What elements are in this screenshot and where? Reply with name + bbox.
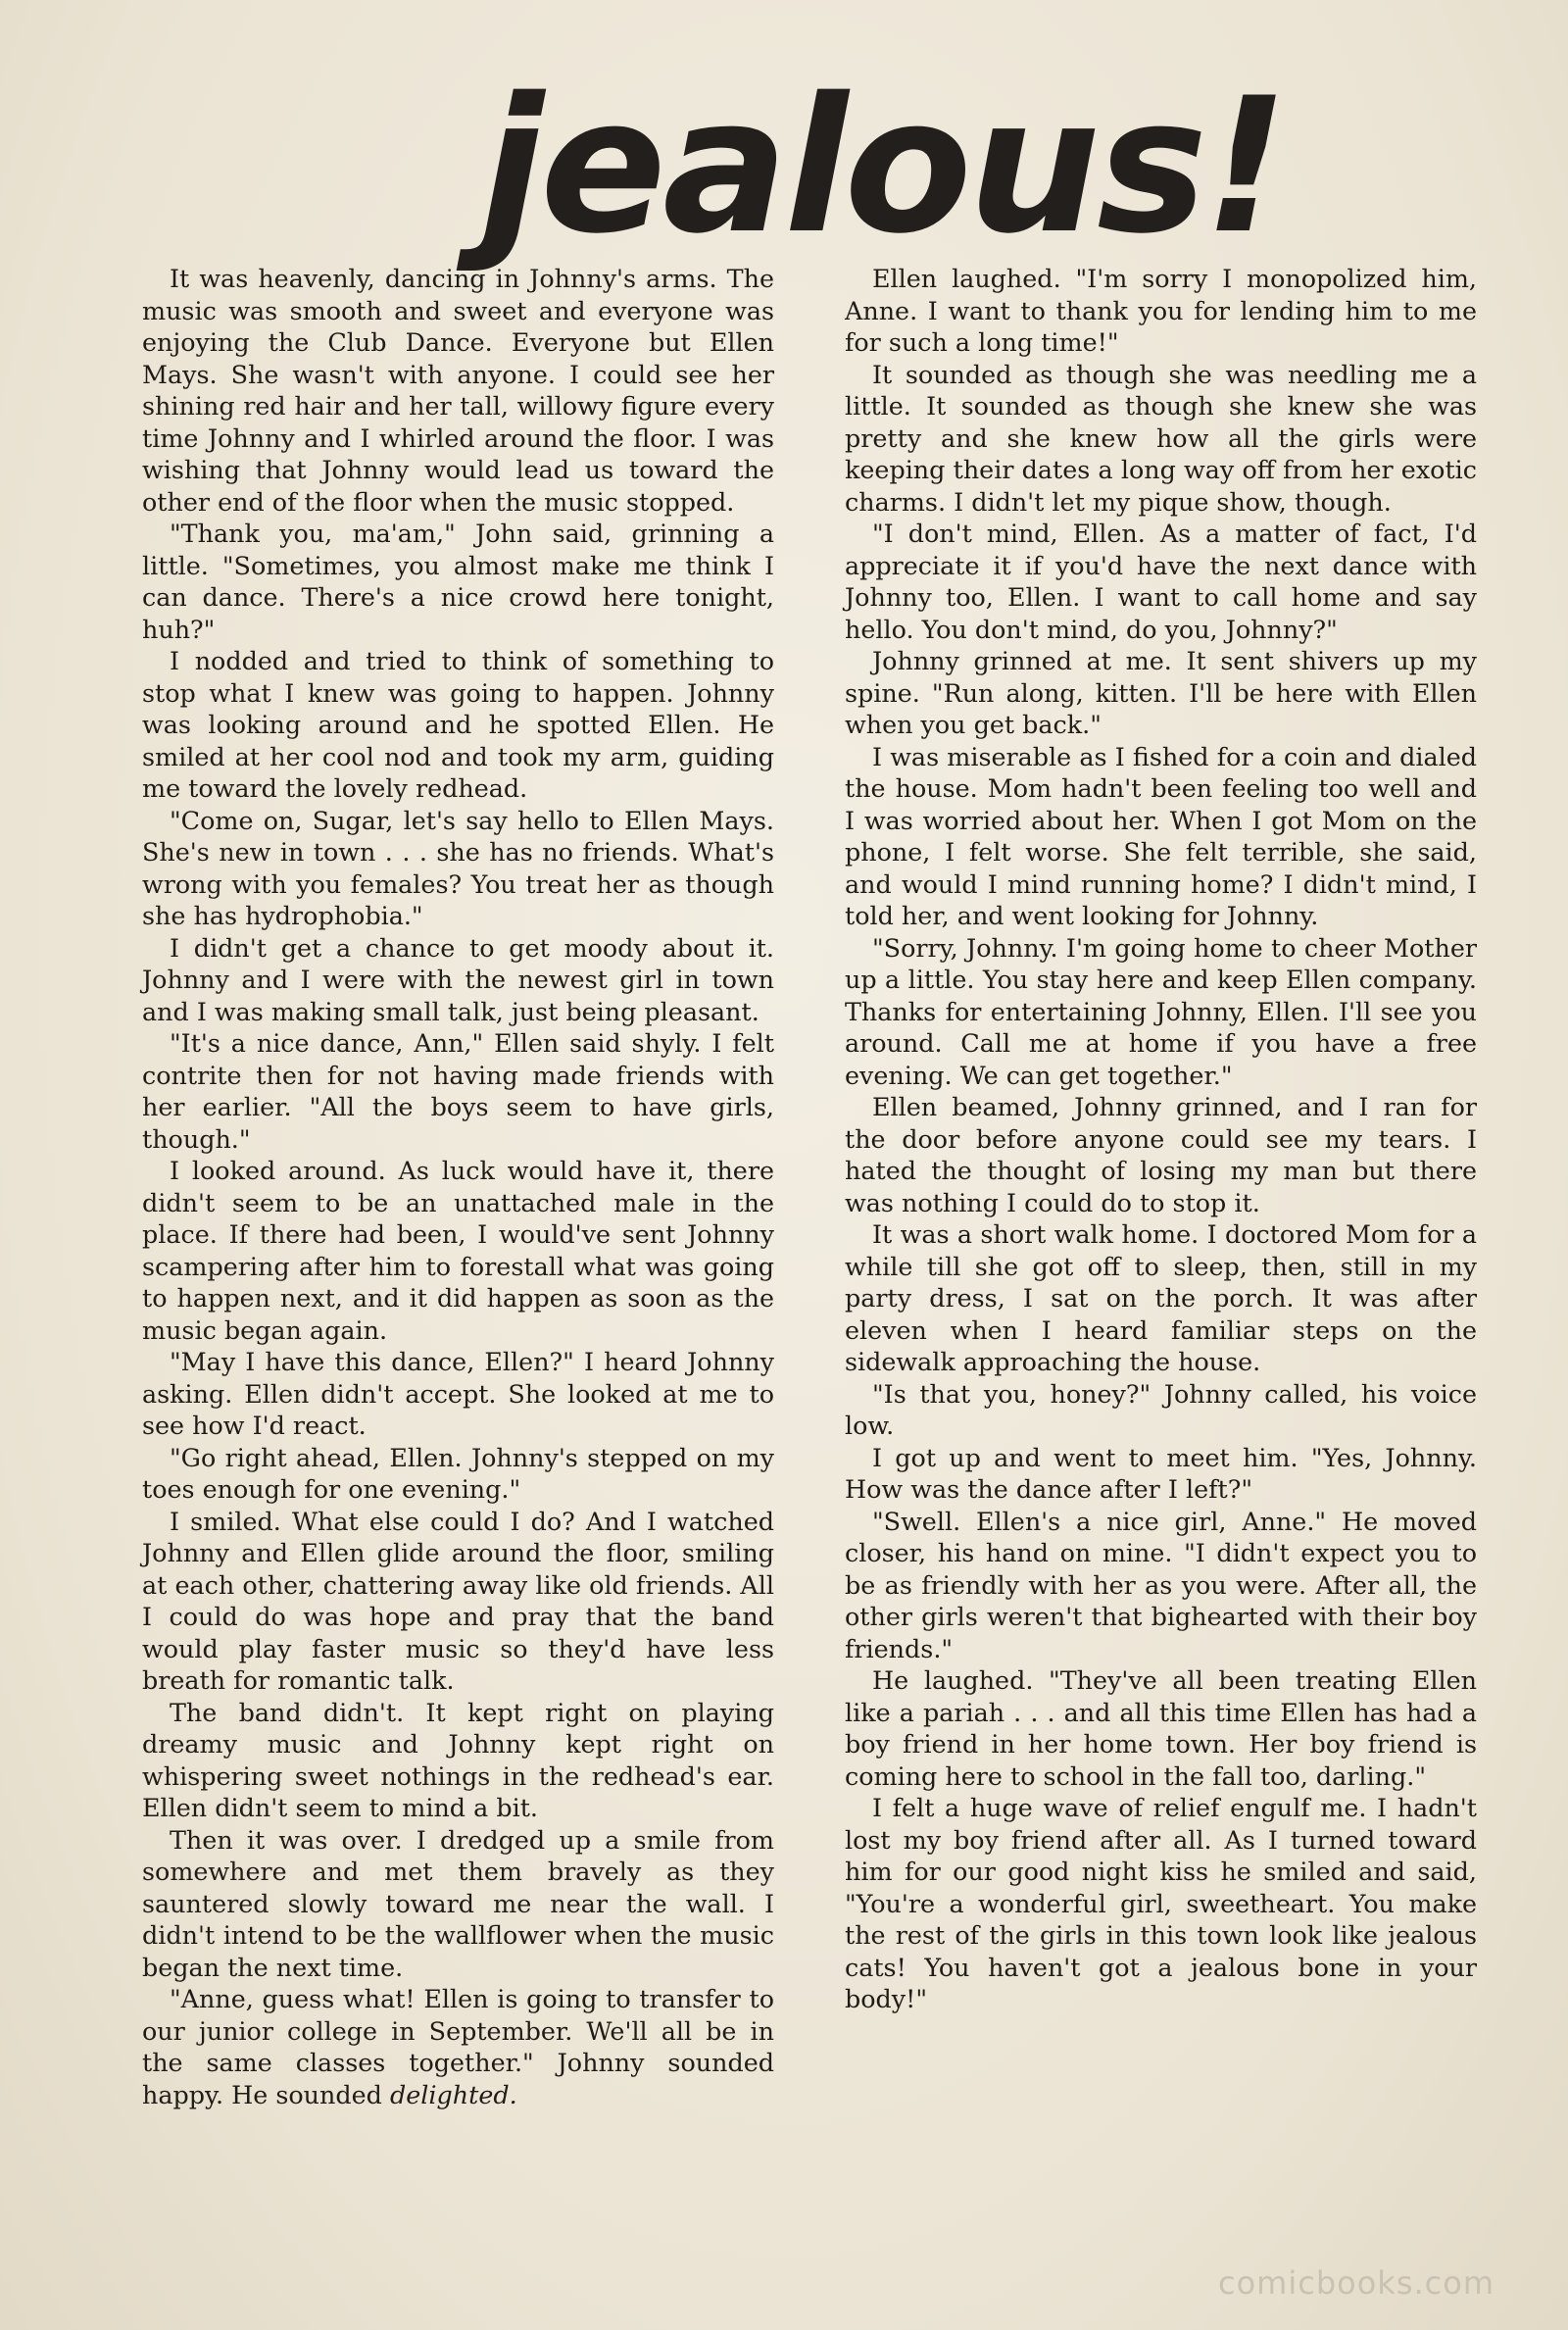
paragraph: "Go right ahead, Ellen. Johnny's stepped on my toes enough for one evening."	[142, 1442, 774, 1504]
paragraph: I looked around. As luck would have it, there didn't seem to be an unattached male in the place. If there had been, I would've sent Johnny scampering after him to forestall what was going to happen next, and it did happen as soon as the music began again.	[142, 1156, 774, 1345]
paragraph: I was miserable as I fished for a coin and dialed the house. Mom hadn't been feeling too well and I was worried about her. When I got Mom on the phone, I felt worse. She felt terrible, she said, and would I mind running home? I didn't mind, I told her, and went looking for Johnny.	[845, 741, 1477, 930]
paragraph: The band didn't. It kept right on playing dreamy music and Johnny kept right on whispering sweet nothings in the redhead's ear. Ellen didn't seem to mind a bit.	[142, 1697, 774, 1822]
watermark-text: comicbooks.com	[1217, 2264, 1494, 2302]
paragraph-last	[142, 1983, 774, 2110]
story-title: jealous!	[480, 58, 1285, 274]
paragraph: I smiled. What else could I do? And I watched Johnny and Ellen glide around the floor, smiling at each other, chattering away like old friends. All I could do was hope and pray that the band would play faster music so they'd have less breath for romantic talk.	[142, 1506, 774, 1695]
paragraph: "May I have this dance, Ellen?" I heard Johnny asking. Ellen didn't accept. She looked at me to see how I'd react.	[142, 1347, 774, 1440]
paragraph: I felt a huge wave of relief engulf me. I hadn't lost my boy friend after all. As I turned toward him for our good night kiss he smiled and said, "You're a wonderful girl, sweetheart. You make the rest of the girls in this town look like jealous cats! You haven't got a jealous bone in your body!"	[845, 1793, 1477, 2013]
paragraph: "I don't mind, Ellen. As a matter of fact, I'd appreciate it if you'd have the next dance with Johnny too, Ellen. I want to call home and say hello. You don't mind, do you, Johnny?"	[845, 519, 1477, 644]
paragraph: Then it was over. I dredged up a smile from somewhere and met them bravely as they sauntered slowly toward me near the wall. I didn't intend to be the wallflower when the music began the next time.	[142, 1824, 774, 1982]
paragraph: I got up and went to meet him. "Yes, Johnny. How was the dance after I left?"	[845, 1442, 1477, 1504]
paragraph: I didn't get a chance to get moody about it. Johnny and I were with the newest girl in town and I was making small talk, just being pleasant.	[142, 932, 774, 1026]
paragraph: "Thank you, ma'am," John said, grinning a little. "Sometimes, you almost make me think I can dance. There's a nice crowd here tonight, huh?"	[142, 519, 774, 644]
paragraph: "Come on, Sugar, let's say hello to Ellen Mays. She's new in town . . . she has no friends. What's wrong with you females? You treat her as though she has hydrophobia."	[142, 805, 774, 930]
paragraph: "Sorry, Johnny. I'm going home to cheer Mother up a little. You stay here and keep Ellen company. Thanks for entertaining Johnny, Ellen. I'll see you around. Call me at home if you have a free evening. We can get together."	[845, 932, 1477, 1090]
paragraph-text: "Anne, guess what! Ellen is going to transfer to our junior college in September. We'll all be in the same classes together." Johnny sounded happy. He sounded	[142, 1984, 774, 2109]
paragraph: "It's a nice dance, Ann," Ellen said shyly. I felt contrite then for not having made friends with her earlier. "All the boys seem to have girls, though."	[142, 1028, 774, 1154]
paragraph: "Swell. Ellen's a nice girl, Anne." He moved closer, his hand on mine. "I didn't expect you to be as friendly with her as you were. After all, the other girls weren't that bighearted with their boy friends."	[845, 1506, 1477, 1663]
paragraph: I nodded and tried to think of something to stop what I knew was going to happen. Johnny was looking around and he spotted Ellen. He smiled at her cool nod and took my arm, guiding me toward the lovely redhead.	[142, 646, 774, 803]
emphasis-word: delighted.	[389, 2079, 517, 2109]
left-column	[142, 263, 774, 2204]
paragraph: Ellen beamed, Johnny grinned, and I ran for the door before anyone could see my tears. I hated the thought of losing my man but there was nothing I could do to stop it.	[845, 1092, 1477, 1217]
paragraph: He laughed. "They've all been treating Ellen like a pariah . . . and all this time Ellen has had a boy friend in her home town. Her boy friend is coming here to school in the fall too, darling."	[845, 1665, 1477, 1791]
paragraph: It sounded as though she was needling me a little. It sounded as though she knew she was pretty and she knew how all the girls were keeping their dates a long way off from her exotic charms. I didn't let my pique show, though.	[845, 359, 1477, 517]
right-column	[845, 263, 1477, 2204]
paragraph: It was a short walk home. I doctored Mom for a while till she got off to sleep, then, still in my party dress, I sat on the porch. It was after eleven when I heard familiar steps on the sidewalk approaching the house.	[845, 1219, 1477, 1376]
paragraph: It was heavenly, dancing in Johnny's arms. The music was smooth and sweet and everyone was enjoying the Club Dance. Everyone but Ellen Mays. She wasn't with anyone. I could see her shining red hair and her tall, willowy figure every time Johnny and I whirled around the floor. I was wishing that Johnny would lead us toward the other end of the floor when the music stopped.	[142, 264, 774, 517]
paragraph: Johnny grinned at me. It sent shivers up my spine. "Run along, kitten. I'll be here with Ellen when you get back."	[845, 646, 1477, 739]
paragraph: Ellen laughed. "I'm sorry I monopolized him, Anne. I want to thank you for lending him to me for such a long time!"	[845, 264, 1477, 357]
paragraph: "Is that you, honey?" Johnny called, his voice low.	[845, 1378, 1477, 1440]
